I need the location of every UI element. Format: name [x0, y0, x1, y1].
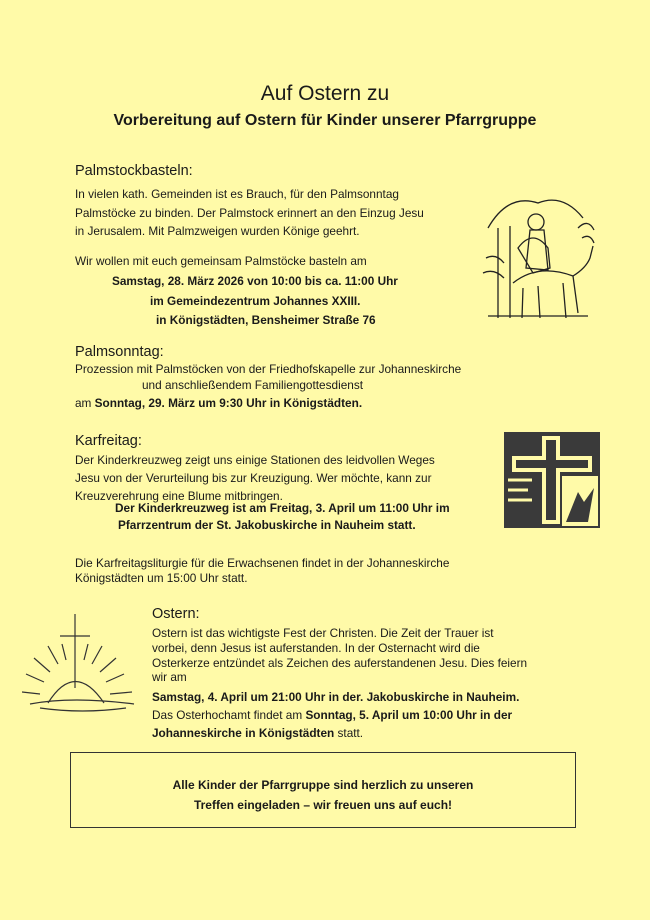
ostern-heading: Ostern:: [152, 606, 200, 622]
ostern-hochamt-prefix: Das Osterhochamt findet am: [152, 708, 306, 722]
palmsonntag-line-3-bold: Sonntag, 29. März um 9:30 Uhr in Königstädten.: [94, 396, 363, 410]
palmstock-intro-2: Palmstöcke zu binden. Der Palmstock erinnert an den Einzug Jesu: [75, 206, 424, 220]
ostern-hochamt-bold-2: Johanneskirche in Königstädten: [152, 726, 335, 740]
ostern-hochamt-2: [152, 724, 363, 743]
ostern-line-4: wir am: [152, 670, 187, 684]
palmstock-heading: Palmstockbasteln:: [75, 163, 193, 179]
palmsonntag-line-3: [75, 394, 362, 413]
invitation-line-2: Treffen eingeladen – wir freuen uns auf euch!: [193, 798, 453, 812]
cross-illustration: [502, 430, 602, 530]
ostern-line-2: vorbei, denn Jesus ist auferstanden. In der Osternacht wird die: [152, 641, 480, 655]
ostern-hochamt-bold: Sonntag, 5. April um 10:00 Uhr in der: [305, 708, 513, 722]
karfreitag-adult-1: Die Karfreitagsliturgie für die Erwachsenen findet in der Johanneskirche: [75, 556, 450, 570]
karfreitag-bold-1: Der Kinderkreuzweg ist am Freitag, 3. April um 11:00 Uhr im: [115, 501, 450, 515]
karfreitag-line-3: Kreuzverehrung eine Blume mitbringen.: [75, 489, 283, 503]
palmstock-invite: Wir wollen mit euch gemeinsam Palmstöcke basteln am: [75, 254, 367, 268]
karfreitag-heading: Karfreitag:: [75, 433, 142, 449]
palmstock-intro-1: In vielen kath. Gemeinden ist es Brauch, für den Palmsonntag: [75, 187, 399, 201]
palmstock-date: Samstag, 28. März 2026 von 10:00 bis ca. 11:00 Uhr: [112, 274, 398, 288]
palmsonntag-line-1: Prozession mit Palmstöcken von der Friedhofskapelle zur Johanneskirche: [75, 362, 462, 376]
page-title: Auf Ostern zu: [260, 82, 390, 105]
invitation-box: [70, 752, 576, 828]
ostern-hochamt-1: [152, 706, 512, 725]
ostern-line-3: Osterkerze entzündet als Zeichen des auferstandenen Jesu. Dies feiern: [152, 656, 528, 670]
ostern-bold-line: Samstag, 4. April um 21:00 Uhr in der. Jakobuskirche in Nauheim.: [152, 690, 520, 704]
karfreitag-line-1: Der Kinderkreuzweg zeigt uns einige Stationen des leidvollen Weges: [75, 453, 435, 467]
page-subtitle: Vorbereitung auf Ostern für Kinder unserer Pfarrgruppe: [113, 112, 537, 129]
invitation-line-1: Alle Kinder der Pfarrgruppe sind herzlich zu unseren: [172, 778, 474, 792]
karfreitag-bold-2: Pfarrzentrum der St. Jakobuskirche in Nauheim statt.: [118, 518, 416, 532]
karfreitag-line-2: Jesu von der Verurteilung bis zur Kreuzigung. Wer möchte, kann zur: [75, 471, 432, 485]
palmstock-intro-3: in Jerusalem. Mit Palmzweigen wurden Könige geehrt.: [75, 224, 360, 238]
palmstock-place-2: in Königstädten, Bensheimer Straße 76: [156, 313, 376, 327]
karfreitag-adult-2: Königstädten um 15:00 Uhr statt.: [75, 571, 248, 585]
palmsonntag-heading: Palmsonntag:: [75, 344, 164, 360]
palm-sunday-illustration: [478, 188, 598, 328]
palmsonntag-line-3-prefix: am: [75, 396, 95, 410]
rising-sun-cross-illustration: [22, 608, 142, 720]
palmsonntag-line-2: und anschließendem Familiengottesdienst: [142, 378, 363, 392]
ostern-hochamt-suffix: statt.: [334, 726, 364, 740]
ostern-line-1: Ostern ist das wichtigste Fest der Christen. Die Zeit der Trauer ist: [152, 626, 494, 640]
palmstock-place-1: im Gemeindezentrum Johannes XXIII.: [150, 294, 361, 308]
